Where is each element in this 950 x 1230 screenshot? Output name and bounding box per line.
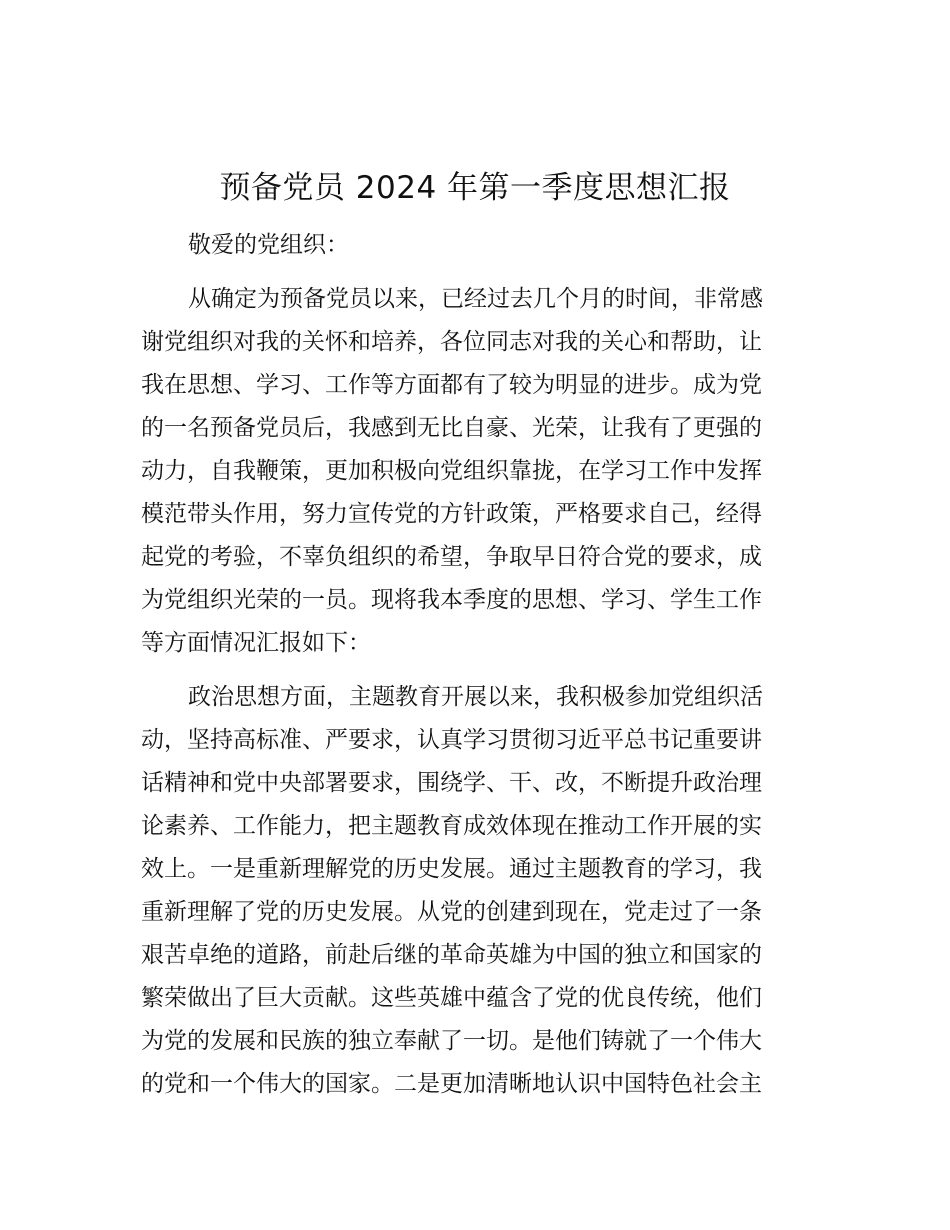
paragraph-1-line: 从确定为预备党员以来，已经过去几个月的时间，非常感 [188,286,763,312]
paragraph-1-line: 为党组织光荣的一员。现将我本季度的思想、学习、学生工作 [141,587,762,613]
paragraph-1-line: 模范带头作用，努力宣传党的方针政策，严格要求自己，经得 [141,501,762,527]
paragraph-1-line: 我在思想、学习、工作等方面都有了较为明显的进步。成为党 [141,372,762,398]
paragraph-1-line: 谢党组织对我的关怀和培养，各位同志对我的关心和帮助，让 [141,329,762,355]
paragraph-2-line: 论素养、工作能力，把主题教育成效体现在推动工作开展的实 [141,813,762,839]
paragraph-1-line: 的一名预备党员后，我感到无比自豪、光荣，让我有了更强的 [141,415,762,441]
paragraph-2-line: 重新理解了党的历史发展。从党的创建到现在，党走过了一条 [141,899,762,925]
salutation: 敬爱的党组织： [188,232,349,258]
paragraph-2-line: 的党和一个伟大的国家。二是更加清晰地认识中国特色社会主 [141,1071,762,1097]
paragraph-2-line: 政治思想方面，主题教育开展以来，我积极参加党组织活 [188,684,763,710]
paragraph-2-line: 效上。一是重新理解党的历史发展。通过主题教育的学习，我 [141,856,762,882]
paragraph-2-line: 繁荣做出了巨大贡献。这些英雄中蕴含了党的优良传统，他们 [141,985,762,1011]
paragraph-2-line: 艰苦卓绝的道路，前赴后继的革命英雄为中国的独立和国家的 [141,942,762,968]
paragraph-1-line: 起党的考验，不辜负组织的希望，争取早日符合党的要求，成 [141,544,762,570]
paragraph-2-line: 动，坚持高标准、严要求，认真学习贯彻习近平总书记重要讲 [141,727,762,753]
paragraph-1-line: 动力，自我鞭策，更加积极向党组织靠拢，在学习工作中发挥 [141,458,762,484]
paragraph-1-line: 等方面情况汇报如下： [141,630,371,656]
paragraph-2-line: 话精神和党中央部署要求，围绕学、干、改，不断提升政治理 [141,770,762,796]
paragraph-2-line: 为党的发展和民族的独立奉献了一切。是他们铸就了一个伟大 [141,1028,762,1054]
document-title: 预备党员 2024 年第一季度思想汇报 [219,170,731,206]
